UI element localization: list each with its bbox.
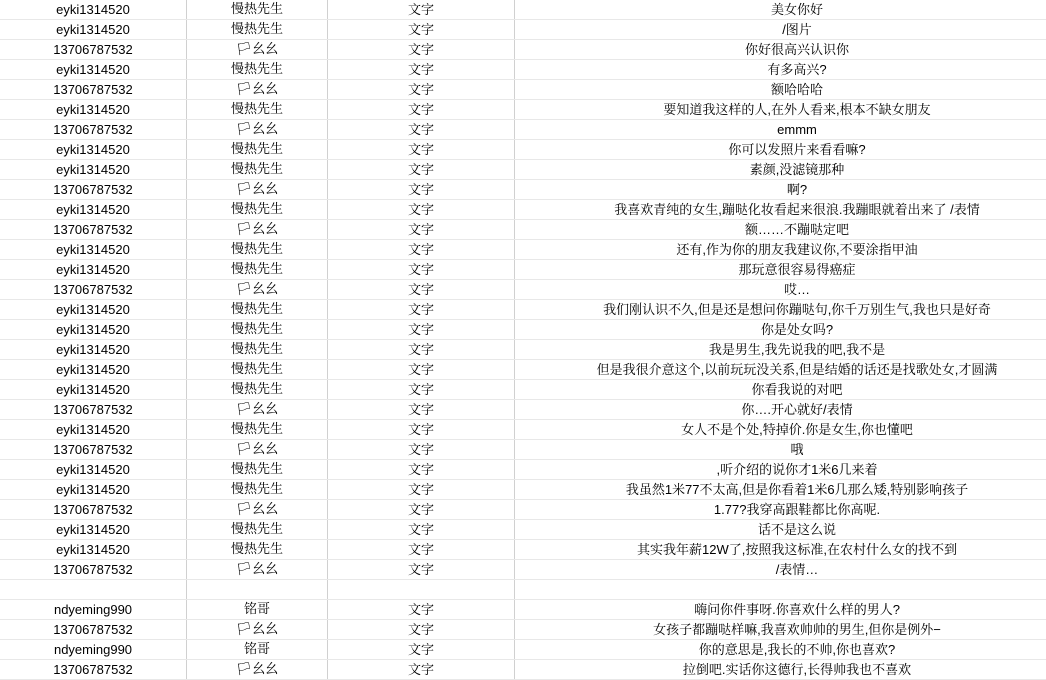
cell-message-type: 文字 [328, 160, 515, 180]
cell-message-type: 文字 [328, 520, 515, 540]
cell-nickname: 🏳幺幺 [187, 560, 328, 580]
cell-content: 哦 [515, 440, 1046, 460]
cell-message-type: 文字 [328, 0, 515, 20]
cell-content: 啊? [515, 180, 1046, 200]
table-row[interactable] [0, 360, 1046, 380]
cell-message-type: 文字 [328, 620, 515, 640]
table-row[interactable] [0, 160, 1046, 180]
cell-nickname: 🏳幺幺 [187, 220, 328, 240]
cell-content: 1.77?我穿高跟鞋都比你高呢. [515, 500, 1046, 520]
cell-nickname: 慢热先生 [187, 260, 328, 280]
table-row[interactable] [0, 580, 1046, 600]
cell-content: 额……不蹦哒定吧 [515, 220, 1046, 240]
cell-account [0, 580, 187, 600]
cell-message-type: 文字 [328, 460, 515, 480]
cell-content: 你可以发照片来看看嘛? [515, 140, 1046, 160]
cell-content: 哎… [515, 280, 1046, 300]
cell-message-type: 文字 [328, 500, 515, 520]
table-row[interactable] [0, 60, 1046, 80]
cell-account: ndyeming990 [0, 640, 187, 660]
cell-content: 我喜欢青纯的女生,蹦哒化妆看起来很浪.我蹦眼就着出来了 /表情 [515, 200, 1046, 220]
cell-content: 女孩子都蹦哒样嘛,我喜欢帅帅的男生,但你是例外− [515, 620, 1046, 640]
table-row[interactable] [0, 140, 1046, 160]
cell-nickname: 慢热先生 [187, 520, 328, 540]
cell-content: 我们刚认识不久,但是还是想问你蹦哒句,你千万别生气,我也只是好奇 [515, 300, 1046, 320]
cell-nickname: 慢热先生 [187, 20, 328, 40]
cell-content: 但是我很介意这个,以前玩玩没关系,但是结婚的话还是找歌处女,才圆满 [515, 360, 1046, 380]
table-row[interactable] [0, 80, 1046, 100]
cell-account: 13706787532 [0, 500, 187, 520]
table-row[interactable] [0, 660, 1046, 680]
cell-content: 女人不是个处,特掉价.你是女生,你也懂吧 [515, 420, 1046, 440]
cell-account: eyki1314520 [0, 140, 187, 160]
cell-account: 13706787532 [0, 660, 187, 680]
cell-nickname: 🏳幺幺 [187, 280, 328, 300]
cell-content: 素颜,没滤镜那种 [515, 160, 1046, 180]
cell-message-type: 文字 [328, 40, 515, 60]
cell-content: 你….开心就好/表情 [515, 400, 1046, 420]
cell-account: 13706787532 [0, 560, 187, 580]
cell-content: /表情… [515, 560, 1046, 580]
cell-message-type [328, 580, 515, 600]
cell-content [515, 580, 1046, 600]
cell-message-type: 文字 [328, 320, 515, 340]
cell-account: 13706787532 [0, 620, 187, 640]
cell-content: ,听介绍的说你才1米6几来着 [515, 460, 1046, 480]
cell-message-type: 文字 [328, 220, 515, 240]
cell-content: 要知道我这样的人,在外人看来,根本不缺女朋友 [515, 100, 1046, 120]
cell-message-type: 文字 [328, 540, 515, 560]
cell-message-type: 文字 [328, 440, 515, 460]
table-row[interactable] [0, 100, 1046, 120]
cell-content: 美女你好 [515, 0, 1046, 20]
cell-message-type: 文字 [328, 180, 515, 200]
table-row[interactable] [0, 120, 1046, 140]
table-row[interactable] [0, 200, 1046, 220]
cell-account: 13706787532 [0, 180, 187, 200]
cell-account: eyki1314520 [0, 360, 187, 380]
cell-content: 还有,作为你的朋友我建议你,不要涂指甲油 [515, 240, 1046, 260]
table-row[interactable] [0, 340, 1046, 360]
cell-nickname: 铭哥 [187, 600, 328, 620]
cell-account: 13706787532 [0, 220, 187, 240]
cell-nickname: 慢热先生 [187, 480, 328, 500]
cell-message-type: 文字 [328, 60, 515, 80]
cell-message-type: 文字 [328, 560, 515, 580]
cell-account: eyki1314520 [0, 320, 187, 340]
cell-content: 你好很高兴认识你 [515, 40, 1046, 60]
table-row[interactable] [0, 640, 1046, 660]
cell-account: 13706787532 [0, 80, 187, 100]
cell-message-type: 文字 [328, 300, 515, 320]
table-row[interactable] [0, 180, 1046, 200]
cell-nickname: 铭哥 [187, 640, 328, 660]
cell-message-type: 文字 [328, 340, 515, 360]
cell-nickname: 🏳幺幺 [187, 180, 328, 200]
cell-message-type: 文字 [328, 20, 515, 40]
cell-nickname: 🏳幺幺 [187, 80, 328, 100]
table-row[interactable] [0, 440, 1046, 460]
cell-nickname [187, 580, 328, 600]
cell-nickname: 🏳幺幺 [187, 440, 328, 460]
table-row[interactable] [0, 300, 1046, 320]
cell-content: 有多高兴? [515, 60, 1046, 80]
cell-account: eyki1314520 [0, 380, 187, 400]
cell-account: eyki1314520 [0, 20, 187, 40]
cell-nickname: 慢热先生 [187, 160, 328, 180]
cell-nickname: 慢热先生 [187, 380, 328, 400]
cell-account: eyki1314520 [0, 340, 187, 360]
cell-nickname: 慢热先生 [187, 460, 328, 480]
cell-account: eyki1314520 [0, 260, 187, 280]
cell-message-type: 文字 [328, 400, 515, 420]
cell-nickname: 🏳幺幺 [187, 500, 328, 520]
cell-message-type: 文字 [328, 120, 515, 140]
cell-account: eyki1314520 [0, 460, 187, 480]
cell-nickname: 慢热先生 [187, 300, 328, 320]
cell-account: 13706787532 [0, 440, 187, 460]
cell-account: eyki1314520 [0, 420, 187, 440]
table-row[interactable] [0, 560, 1046, 580]
cell-nickname: 慢热先生 [187, 540, 328, 560]
cell-account: eyki1314520 [0, 480, 187, 500]
cell-account: 13706787532 [0, 120, 187, 140]
table-row[interactable] [0, 380, 1046, 400]
cell-account: eyki1314520 [0, 300, 187, 320]
cell-message-type: 文字 [328, 660, 515, 680]
cell-content: 你看我说的对吧 [515, 380, 1046, 400]
table-row[interactable] [0, 20, 1046, 40]
cell-message-type: 文字 [328, 420, 515, 440]
cell-account: 13706787532 [0, 400, 187, 420]
cell-nickname: 🏳幺幺 [187, 40, 328, 60]
cell-nickname: 慢热先生 [187, 240, 328, 260]
cell-account: 13706787532 [0, 40, 187, 60]
table-row[interactable] [0, 280, 1046, 300]
cell-content: 嗨问你件事呀.你喜欢什么样的男人? [515, 600, 1046, 620]
cell-account: eyki1314520 [0, 200, 187, 220]
cell-message-type: 文字 [328, 100, 515, 120]
cell-nickname: 🏳幺幺 [187, 660, 328, 680]
cell-nickname: 慢热先生 [187, 320, 328, 340]
cell-content: 额哈哈哈 [515, 80, 1046, 100]
table-row[interactable] [0, 40, 1046, 60]
cell-message-type: 文字 [328, 640, 515, 660]
cell-content: 你的意思是,我长的不帅,你也喜欢? [515, 640, 1046, 660]
table-row[interactable] [0, 400, 1046, 420]
cell-nickname: 慢热先生 [187, 200, 328, 220]
table-row[interactable] [0, 0, 1046, 20]
cell-content: 其实我年薪12W了,按照我这标准,在农村什么女的找不到 [515, 540, 1046, 560]
cell-nickname: 慢热先生 [187, 340, 328, 360]
cell-message-type: 文字 [328, 140, 515, 160]
cell-nickname: 慢热先生 [187, 420, 328, 440]
table-row[interactable] [0, 420, 1046, 440]
cell-nickname: 慢热先生 [187, 100, 328, 120]
cell-nickname: 慢热先生 [187, 60, 328, 80]
cell-message-type: 文字 [328, 200, 515, 220]
table-row[interactable] [0, 600, 1046, 620]
cell-account: ndyeming990 [0, 600, 187, 620]
table-row[interactable] [0, 620, 1046, 640]
cell-nickname: 慢热先生 [187, 140, 328, 160]
cell-content: 我是男生,我先说我的吧,我不是 [515, 340, 1046, 360]
cell-message-type: 文字 [328, 480, 515, 500]
table-row[interactable] [0, 500, 1046, 520]
cell-nickname: 🏳幺幺 [187, 400, 328, 420]
cell-message-type: 文字 [328, 240, 515, 260]
cell-account: eyki1314520 [0, 520, 187, 540]
cell-content: 你是处女吗? [515, 320, 1046, 340]
cell-message-type: 文字 [328, 600, 515, 620]
cell-message-type: 文字 [328, 380, 515, 400]
cell-message-type: 文字 [328, 260, 515, 280]
cell-account: eyki1314520 [0, 240, 187, 260]
cell-content: 拉倒吧.实话你这德行,长得帅我也不喜欢 [515, 660, 1046, 680]
cell-content: 那玩意很容易得癌症 [515, 260, 1046, 280]
table-row[interactable] [0, 520, 1046, 540]
cell-account: eyki1314520 [0, 100, 187, 120]
table-row[interactable] [0, 540, 1046, 560]
table-row[interactable] [0, 320, 1046, 340]
cell-account: eyki1314520 [0, 160, 187, 180]
cell-content: /图片 [515, 20, 1046, 40]
cell-message-type: 文字 [328, 360, 515, 380]
cell-nickname: 慢热先生 [187, 0, 328, 20]
table-row[interactable] [0, 480, 1046, 500]
cell-content: 话不是这么说 [515, 520, 1046, 540]
cell-content: emmm [515, 120, 1046, 140]
cell-account: eyki1314520 [0, 60, 187, 80]
cell-content: 我虽然1米77不太高,但是你看着1米6几那么矮,特别影响孩子 [515, 480, 1046, 500]
cell-message-type: 文字 [328, 80, 515, 100]
cell-nickname: 🏳幺幺 [187, 120, 328, 140]
cell-message-type: 文字 [328, 280, 515, 300]
cell-account: eyki1314520 [0, 540, 187, 560]
cell-account: 13706787532 [0, 280, 187, 300]
table-row[interactable] [0, 220, 1046, 240]
table-row[interactable] [0, 460, 1046, 480]
cell-account: eyki1314520 [0, 0, 187, 20]
cell-nickname: 🏳幺幺 [187, 620, 328, 640]
cell-nickname: 慢热先生 [187, 360, 328, 380]
table-row[interactable] [0, 260, 1046, 280]
table-row[interactable] [0, 240, 1046, 260]
